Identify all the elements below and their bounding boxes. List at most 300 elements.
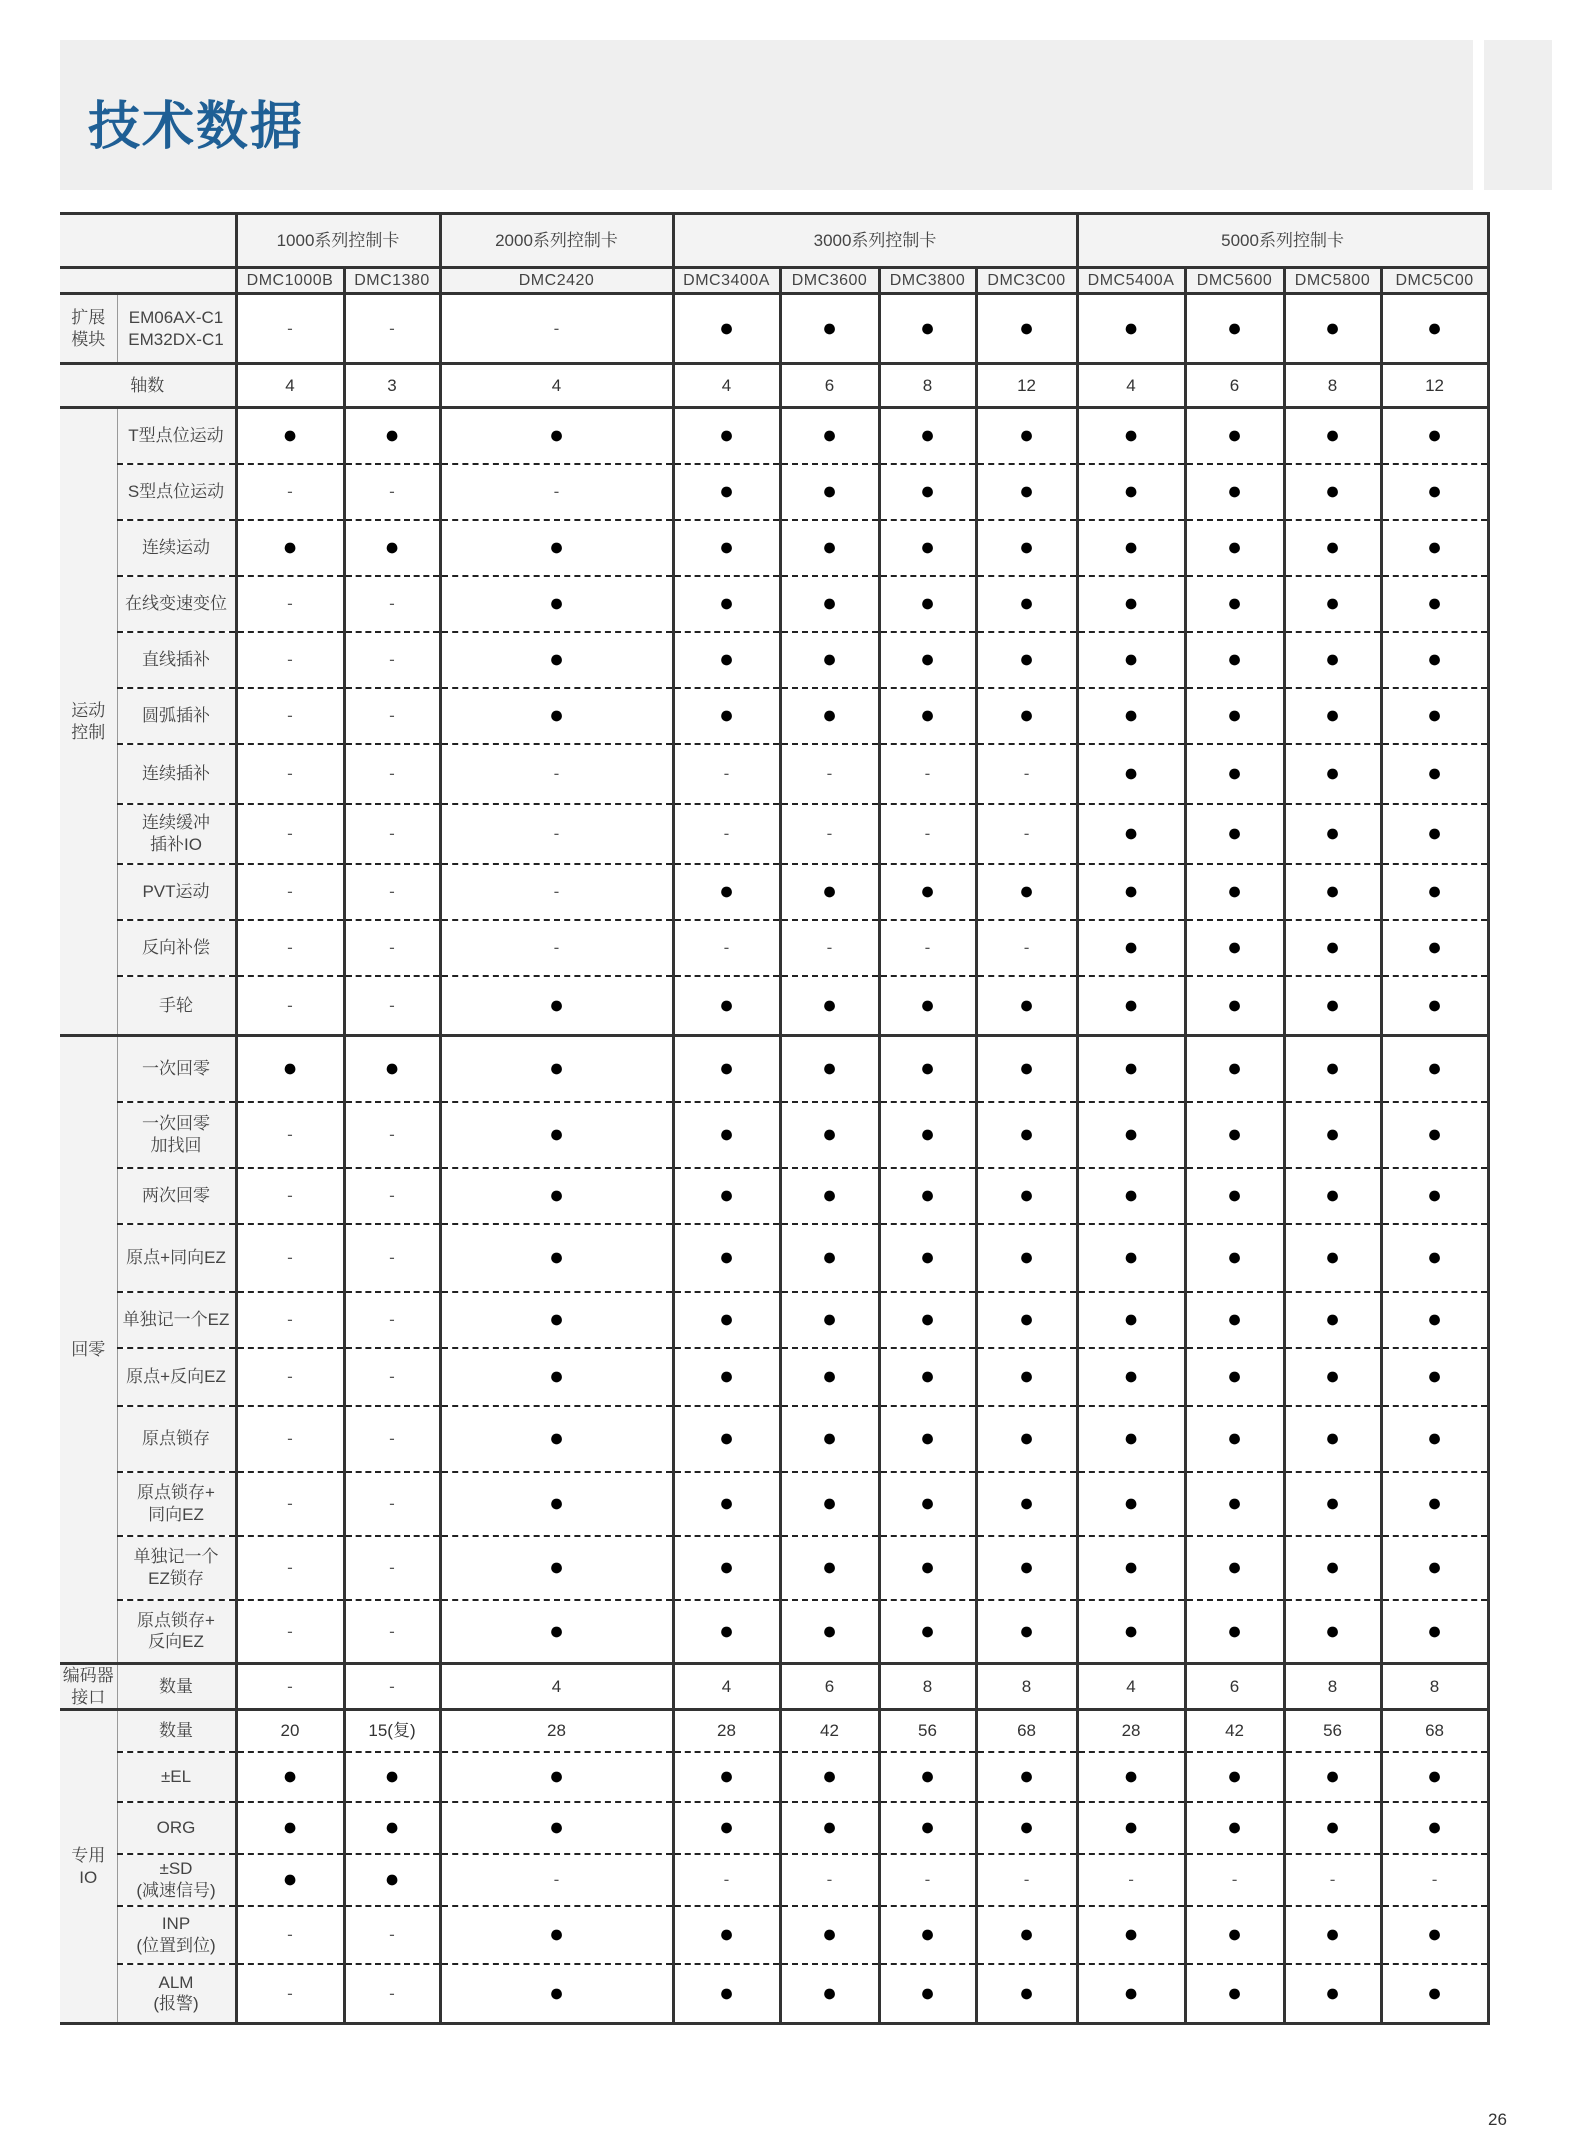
value-cell (1284, 464, 1381, 520)
cell-value: 12 (1017, 375, 1036, 395)
supported-dot-icon: ● (1018, 421, 1035, 450)
table-row (60, 1906, 1488, 1964)
supported-dot-icon: ● (1226, 1488, 1243, 1517)
value-cell (1284, 364, 1381, 408)
supported-dot-icon: ● (1324, 1054, 1341, 1083)
supported-dot-icon: ● (919, 1552, 936, 1581)
table-row (60, 920, 1488, 976)
supported-dot-icon: ● (821, 1552, 838, 1581)
value-cell (1381, 1752, 1488, 1802)
table-row (60, 464, 1488, 520)
group-label: 编码器 接口 (60, 1664, 117, 1710)
value-cell (879, 744, 976, 804)
supported-dot-icon: ● (919, 476, 936, 505)
supported-dot-icon: ● (919, 876, 936, 905)
supported-dot-icon: ● (384, 421, 400, 450)
value-cell (976, 1964, 1077, 2024)
supported-dot-icon: ● (1426, 758, 1443, 787)
value-cell (1381, 1964, 1488, 2024)
series-header: 1000系列控制卡 (236, 214, 440, 268)
value-cell (976, 1536, 1077, 1600)
value-cell (1284, 804, 1381, 864)
value-cell (673, 976, 780, 1036)
row-label: 连续插补 (117, 744, 236, 804)
supported-dot-icon: ● (1426, 1812, 1443, 1841)
cell-value: - (287, 1428, 293, 1448)
value-cell (1381, 1802, 1488, 1854)
supported-dot-icon: ● (1123, 313, 1139, 342)
supported-dot-icon: ● (282, 532, 298, 561)
cell-value: 15(复) (368, 1721, 416, 1741)
supported-dot-icon: ● (548, 1978, 565, 2007)
row-label: 原点锁存+ 反向EZ (117, 1600, 236, 1664)
supported-dot-icon: ● (821, 644, 838, 673)
table-row (60, 1664, 1488, 1710)
page-number: 26 (1488, 2110, 1507, 2129)
value-cell (344, 520, 440, 576)
supported-dot-icon: ● (821, 532, 838, 561)
value-cell (1185, 1906, 1284, 1964)
cell-value: - (389, 1676, 395, 1696)
supported-dot-icon: ● (1018, 1304, 1035, 1333)
value-cell (344, 864, 440, 920)
value-cell (976, 1664, 1077, 1710)
supported-dot-icon: ● (1123, 758, 1139, 787)
value-cell (879, 1710, 976, 1752)
supported-dot-icon: ● (1226, 818, 1243, 847)
supported-dot-icon: ● (1324, 1119, 1341, 1148)
value-cell (344, 294, 440, 364)
supported-dot-icon: ● (1226, 1552, 1243, 1581)
value-cell (780, 1102, 879, 1168)
value-cell (879, 1536, 976, 1600)
supported-dot-icon: ● (1324, 1616, 1341, 1645)
supported-dot-icon: ● (919, 588, 936, 617)
value-cell (780, 1036, 879, 1102)
supported-dot-icon: ● (548, 1054, 565, 1083)
supported-dot-icon: ● (1226, 588, 1243, 617)
value-cell (440, 408, 673, 464)
supported-dot-icon: ● (718, 1423, 735, 1452)
supported-dot-icon: ● (1226, 1054, 1243, 1083)
value-cell (673, 1854, 780, 1906)
value-cell (673, 1406, 780, 1472)
table-row (60, 804, 1488, 864)
supported-dot-icon: ● (1324, 1919, 1341, 1948)
supported-dot-icon: ● (1226, 532, 1243, 561)
cell-value: - (287, 1366, 293, 1386)
value-cell (1185, 464, 1284, 520)
value-cell (780, 464, 879, 520)
value-cell (1381, 1600, 1488, 1664)
value-cell (440, 520, 673, 576)
supported-dot-icon: ● (718, 700, 735, 729)
supported-dot-icon: ● (1123, 1119, 1139, 1148)
supported-dot-icon: ● (1226, 1761, 1243, 1790)
value-cell (1185, 1168, 1284, 1224)
table-row (60, 1224, 1488, 1292)
value-cell (780, 1406, 879, 1472)
value-cell (344, 1292, 440, 1348)
supported-dot-icon: ● (821, 1119, 838, 1148)
row-label: 两次回零 (117, 1168, 236, 1224)
supported-dot-icon: ● (718, 1361, 735, 1390)
cell-value: - (287, 1924, 293, 1944)
supported-dot-icon: ● (1018, 876, 1035, 905)
cell-value: - (924, 763, 931, 783)
supported-dot-icon: ● (548, 1616, 565, 1645)
value-cell (1077, 1854, 1185, 1906)
cell-value: 12 (1425, 375, 1444, 395)
cell-value: - (826, 823, 833, 843)
cell-value: 4 (551, 1676, 562, 1696)
supported-dot-icon: ● (1226, 1304, 1243, 1333)
value-cell (1077, 1472, 1185, 1536)
supported-dot-icon: ● (1324, 1361, 1341, 1390)
value-cell (236, 688, 344, 744)
value-cell (1077, 1710, 1185, 1752)
supported-dot-icon: ● (821, 1180, 838, 1209)
supported-dot-icon: ● (1324, 644, 1341, 673)
value-cell (976, 920, 1077, 976)
value-cell (976, 1224, 1077, 1292)
value-cell (673, 364, 780, 408)
cell-value: - (287, 1247, 293, 1267)
supported-dot-icon: ● (1226, 758, 1243, 787)
cell-value: - (389, 1124, 395, 1144)
value-cell (879, 920, 976, 976)
row-label: 连续缓冲 插补IO (117, 804, 236, 864)
supported-dot-icon: ● (919, 1488, 936, 1517)
supported-dot-icon: ● (821, 421, 838, 450)
supported-dot-icon: ● (919, 1180, 936, 1209)
value-cell (1185, 1710, 1284, 1752)
value-cell (1284, 1472, 1381, 1536)
value-cell (236, 364, 344, 408)
value-cell (440, 576, 673, 632)
value-cell (1077, 1752, 1185, 1802)
value-cell (1381, 1472, 1488, 1536)
cell-value: - (389, 1983, 395, 2003)
value-cell (440, 864, 673, 920)
value-cell (440, 1964, 673, 2024)
value-cell (1284, 688, 1381, 744)
supported-dot-icon: ● (718, 588, 735, 617)
supported-dot-icon: ● (1123, 932, 1139, 961)
cell-value: - (287, 1493, 293, 1513)
value-cell (780, 294, 879, 364)
value-cell (344, 464, 440, 520)
value-cell (780, 408, 879, 464)
value-cell (780, 520, 879, 576)
value-cell (1284, 408, 1381, 464)
supported-dot-icon: ● (548, 1761, 565, 1790)
row-label: 直线插补 (117, 632, 236, 688)
value-cell (344, 1964, 440, 2024)
value-cell (344, 976, 440, 1036)
value-cell (780, 864, 879, 920)
value-cell (673, 1710, 780, 1752)
supported-dot-icon: ● (1123, 1488, 1139, 1517)
supported-dot-icon: ● (1426, 644, 1443, 673)
value-cell (1185, 1536, 1284, 1600)
supported-dot-icon: ● (1324, 758, 1341, 787)
supported-dot-icon: ● (1123, 1812, 1139, 1841)
group-label: 回零 (60, 1036, 117, 1664)
value-cell (976, 1752, 1077, 1802)
value-cell (879, 576, 976, 632)
supported-dot-icon: ● (384, 1812, 400, 1841)
supported-dot-icon: ● (1426, 588, 1443, 617)
supported-dot-icon: ● (282, 1864, 298, 1893)
supported-dot-icon: ● (1426, 476, 1443, 505)
supported-dot-icon: ● (718, 1180, 735, 1209)
value-cell (236, 632, 344, 688)
supported-dot-icon: ● (1123, 1978, 1139, 2007)
value-cell (976, 1036, 1077, 1102)
value-cell (780, 1752, 879, 1802)
cell-value: - (826, 763, 833, 783)
value-cell (780, 364, 879, 408)
supported-dot-icon: ● (1018, 1242, 1035, 1271)
cell-value: - (1023, 1869, 1030, 1889)
supported-dot-icon: ● (1226, 990, 1243, 1019)
value-cell (1077, 1600, 1185, 1664)
value-cell (673, 1664, 780, 1710)
cell-value: - (389, 995, 395, 1015)
value-cell (673, 744, 780, 804)
supported-dot-icon: ● (1018, 532, 1035, 561)
value-cell (976, 364, 1077, 408)
supported-dot-icon: ● (548, 990, 565, 1019)
group-label: 专用 IO (60, 1710, 117, 2024)
cell-value: - (287, 593, 293, 613)
value-cell (976, 1854, 1077, 1906)
model-header: DMC5600 (1185, 268, 1284, 294)
value-cell (976, 1292, 1077, 1348)
row-label: 一次回零 加找回 (117, 1102, 236, 1168)
supported-dot-icon: ● (718, 1119, 735, 1148)
supported-dot-icon: ● (1426, 1304, 1443, 1333)
value-cell (879, 364, 976, 408)
value-cell (879, 1348, 976, 1406)
value-cell (1284, 1664, 1381, 1710)
model-header: DMC3800 (879, 268, 976, 294)
supported-dot-icon: ● (821, 1919, 838, 1948)
value-cell (1077, 1348, 1185, 1406)
value-cell (236, 804, 344, 864)
row-label: 原点锁存+ 同向EZ (117, 1472, 236, 1536)
row-label: 原点锁存 (117, 1406, 236, 1472)
supported-dot-icon: ● (821, 700, 838, 729)
table-row (60, 632, 1488, 688)
cell-value: 8 (1327, 375, 1338, 395)
value-cell (1381, 408, 1488, 464)
value-cell (1284, 1036, 1381, 1102)
cell-value: - (553, 823, 560, 843)
value-cell (673, 920, 780, 976)
cell-value: 8 (1021, 1676, 1032, 1696)
cell-value: - (389, 705, 395, 725)
table-row (60, 1854, 1488, 1906)
value-cell (780, 976, 879, 1036)
supported-dot-icon: ● (718, 313, 735, 342)
supported-dot-icon: ● (548, 1423, 565, 1452)
value-cell (1381, 1348, 1488, 1406)
series-header: 2000系列控制卡 (440, 214, 673, 268)
model-header: DMC3C00 (976, 268, 1077, 294)
supported-dot-icon: ● (1123, 1423, 1139, 1452)
supported-dot-icon: ● (1018, 1180, 1035, 1209)
value-cell (976, 408, 1077, 464)
cell-value: - (723, 1869, 730, 1889)
supported-dot-icon: ● (1426, 1978, 1443, 2007)
supported-dot-icon: ● (1018, 990, 1035, 1019)
cell-value: - (1431, 1869, 1438, 1889)
cell-value: 56 (918, 1721, 937, 1741)
supported-dot-icon: ● (821, 876, 838, 905)
model-header-row (60, 268, 1488, 294)
value-cell (440, 1102, 673, 1168)
value-cell (1077, 744, 1185, 804)
cell-value: - (389, 1185, 395, 1205)
row-label: 数量 (117, 1664, 236, 1710)
model-header: DMC3400A (673, 268, 780, 294)
supported-dot-icon: ● (1324, 1552, 1341, 1581)
value-cell (976, 576, 1077, 632)
table-row (60, 1168, 1488, 1224)
supported-dot-icon: ● (282, 1812, 298, 1841)
supported-dot-icon: ● (1226, 1180, 1243, 1209)
value-cell (344, 1600, 440, 1664)
cell-value: 8 (1429, 1676, 1440, 1696)
cell-value: - (287, 318, 293, 338)
value-cell (1284, 1600, 1381, 1664)
supported-dot-icon: ● (919, 1919, 936, 1948)
supported-dot-icon: ● (821, 1361, 838, 1390)
supported-dot-icon: ● (1426, 876, 1443, 905)
supported-dot-icon: ● (919, 700, 936, 729)
cell-value: 20 (280, 1721, 300, 1741)
value-cell (344, 1906, 440, 1964)
supported-dot-icon: ● (548, 644, 565, 673)
value-cell (236, 408, 344, 464)
value-cell (976, 1802, 1077, 1854)
value-cell (1185, 1600, 1284, 1664)
supported-dot-icon: ● (919, 1978, 936, 2007)
table-row (60, 1964, 1488, 2024)
cell-value: 56 (1323, 1721, 1342, 1741)
value-cell (344, 1472, 440, 1536)
supported-dot-icon: ● (548, 532, 565, 561)
cell-value: - (287, 1676, 293, 1696)
supported-dot-icon: ● (1426, 1423, 1443, 1452)
supported-dot-icon: ● (1426, 1180, 1443, 1209)
cell-value: 6 (824, 1676, 835, 1696)
supported-dot-icon: ● (1018, 1616, 1035, 1645)
cell-value: 8 (922, 1676, 933, 1696)
value-cell (1077, 1906, 1185, 1964)
cell-value: - (389, 763, 395, 783)
value-cell (1077, 1964, 1185, 2024)
value-cell (1077, 464, 1185, 520)
supported-dot-icon: ● (1426, 1919, 1443, 1948)
value-cell (1284, 1168, 1381, 1224)
supported-dot-icon: ● (1226, 1978, 1243, 2007)
value-cell (236, 1536, 344, 1600)
group-label: 扩展 模块 (60, 294, 117, 364)
supported-dot-icon: ● (1123, 644, 1139, 673)
value-cell (1077, 632, 1185, 688)
supported-dot-icon: ● (718, 1242, 735, 1271)
value-cell (1185, 408, 1284, 464)
row-label: 原点+反向EZ (117, 1348, 236, 1406)
value-cell (879, 1752, 976, 1802)
row-label: EM06AX-C1 EM32DX-C1 (117, 294, 236, 364)
value-cell (1077, 1406, 1185, 1472)
value-cell (236, 1664, 344, 1710)
supported-dot-icon: ● (919, 644, 936, 673)
cell-value: - (1231, 1869, 1238, 1889)
supported-dot-icon: ● (1426, 1552, 1443, 1581)
supported-dot-icon: ● (919, 1812, 936, 1841)
supported-dot-icon: ● (1226, 476, 1243, 505)
value-cell (673, 294, 780, 364)
value-cell (236, 520, 344, 576)
cell-value: - (924, 937, 931, 957)
value-cell (344, 688, 440, 744)
value-cell (673, 1600, 780, 1664)
supported-dot-icon: ● (1426, 932, 1443, 961)
cell-value: 68 (1425, 1721, 1444, 1741)
row-label: 轴数 (60, 364, 236, 408)
cell-value: - (553, 481, 560, 501)
cell-value: 6 (1229, 375, 1240, 395)
value-cell (1381, 520, 1488, 576)
supported-dot-icon: ● (1226, 876, 1243, 905)
value-cell (236, 1292, 344, 1348)
value-cell (440, 1664, 673, 1710)
value-cell (780, 576, 879, 632)
value-cell (1381, 464, 1488, 520)
value-cell (1077, 364, 1185, 408)
value-cell (344, 1664, 440, 1710)
table-row (60, 688, 1488, 744)
row-label: ±SD (减速信号) (117, 1854, 236, 1906)
supported-dot-icon: ● (1226, 1242, 1243, 1271)
supported-dot-icon: ● (1226, 1361, 1243, 1390)
table-row (60, 1406, 1488, 1472)
value-cell (1381, 364, 1488, 408)
cell-value: - (723, 823, 730, 843)
supported-dot-icon: ● (1324, 476, 1341, 505)
supported-dot-icon: ● (821, 1616, 838, 1645)
cell-value: - (1023, 763, 1030, 783)
cell-value: 4 (1126, 375, 1136, 395)
value-cell (673, 464, 780, 520)
value-cell (440, 1406, 673, 1472)
supported-dot-icon: ● (919, 1423, 936, 1452)
supported-dot-icon: ● (548, 1361, 565, 1390)
value-cell (344, 576, 440, 632)
row-label: S型点位运动 (117, 464, 236, 520)
row-label: 连续运动 (117, 520, 236, 576)
supported-dot-icon: ● (1018, 1488, 1035, 1517)
table-row (60, 864, 1488, 920)
value-cell (440, 1472, 673, 1536)
value-cell (1185, 1802, 1284, 1854)
value-cell (780, 1802, 879, 1854)
